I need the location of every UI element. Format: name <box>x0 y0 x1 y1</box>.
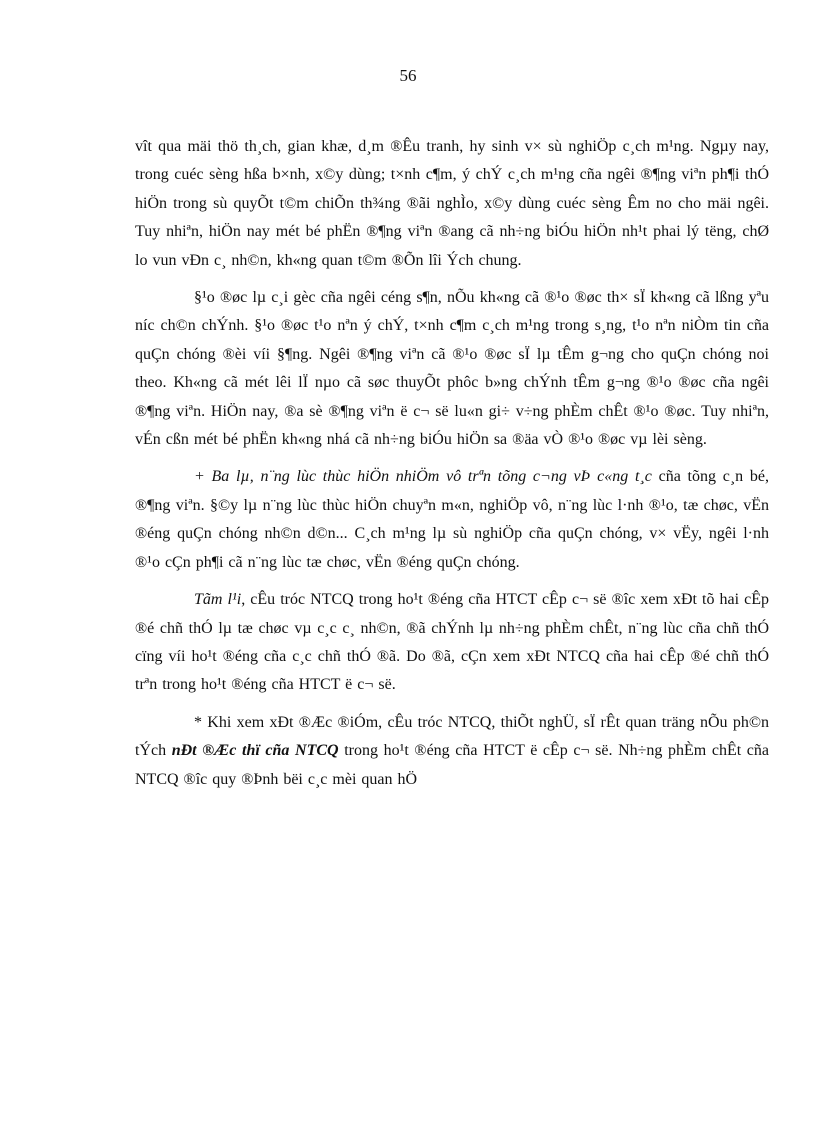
paragraph-4-text: , cÊu tróc NTCQ trong ho¹t ®éng cña HTCT cÊp c¬ së ®îc xem xÐt tõ hai cÊp ®é chñ thÓ lµ tæ chøc vµ c¸c c¸ nh©n, ®ã chÝnh lµ nh÷ng phÈm chÊt, n¨ng lùc cña chñ thÓ cïng víi ho¹t ®éng cña c¸c chñ thÓ ®ã. Do ®ã, cÇn xem xÐt NTCQ cña hai cÊp ®é chñ thÓ trªn trong ho¹t ®éng cña HTCT ë c¬ së. <box>135 591 770 694</box>
paragraph-4-italic-lead: Tãm l¹i <box>194 591 242 609</box>
paragraph-5-text-a: * Khi xem xÐt ®Æc ®iÓm, cÊu tróc NTCQ, thiÕt nghÜ, sÏ rÊt quan träng nÕu ph©n tÝch <box>135 713 769 760</box>
paragraph-5-text-b: trong ho¹t ®éng cña HTCT ë cÊp c¬ së. Nh÷ng phÈm chÊt cña NTCQ ®îc quy ®Þnh bëi c¸c mèi quan hÖ <box>135 742 770 788</box>
paragraph-4 <box>135 586 769 700</box>
page-number: 56 <box>399 66 417 85</box>
body-text <box>135 133 769 803</box>
paragraph-3-text: cña tõng c¸n bé, ®¶ng viªn. §©y lµ n¨ng lùc thùc hiÖn chuyªn m«n, nghiÖp vô, n¨ng lùc l·nh ®¹o, tæ chøc, vËn ®éng quÇn chóng nh©n d©n... C¸ch m¹ng lµ sù nghiÖp cña quÇn chóng, v× vËy, ngêi l·nh ®¹o cÇn ph¶i cã n¨ng lùc tæ chøc, vËn ®éng quÇn chóng. <box>135 468 769 571</box>
paragraph-3 <box>135 463 769 577</box>
paragraph-1: vît qua mäi thö th¸ch, gian khæ, d¸m ®Êu tranh, hy sinh v× sù nghiÖp c¸ch m¹ng. Ngµy nay, trong cuéc sèng hßa b×nh, x©y dùng; t×nh c¶m, ý chÝ c¸ch m¹ng cña ngêi ®¶ng viªn ph¶i thÓ hiÖn trong sù quyÕt t©m chiÕn th¾ng ®ãi nghÌo, x©y dùng cuéc sèng Êm no cho mäi ngêi. Tuy nhiªn, hiÖn nay mét bé phËn ®¶ng viªn ®ang cã nh÷ng biÓu hiÖn nh¹t phai lý tëng, chØ lo vun vÐn c¸ nh©n, kh«ng quan t©m ®Õn lîi Ých chung. <box>135 138 769 269</box>
paragraph-5-emphasis: nÐt ®Æc thï cña NTCQ <box>171 742 339 760</box>
paragraph-3-italic-lead: + Ba lµ, n¨ng lùc thùc hiÖn nhiÖm vô trªn tõng c¬ng vÞ c«ng t¸c <box>194 468 652 486</box>
paragraph-2: §¹o ®øc lµ c¸i gèc cña ngêi céng s¶n, nÕu kh«ng cã ®¹o ®øc th× sÏ kh«ng cã lßng yªu níc ch©n chÝnh. §¹o ®øc t¹o nªn ý chÝ, t×nh c¶m c¸ch m¹ng trong s¸ng, t¹o nªn niÒm tin cña quÇn chóng ®èi víi §¶ng. Ngêi ®¶ng viªn cã ®¹o ®øc sÏ lµ tÊm g¬ng cho quÇn chóng noi theo. Kh«ng cã mét lêi lÏ nµo cã søc thuyÕt phôc b»ng chÝnh tÊm g¬ng ®¹o ®øc cña ngêi ®¶ng viªn. HiÖn nay, ®a sè ®¶ng viªn ë c¬ së lu«n gi÷ v÷ng phÈm chÊt ®¹o ®øc. Tuy nhiªn, vÉn cßn mét bé phËn kh«ng nhá cã nh÷ng biÓu hiÖn sa ®äa vÒ ®¹o ®øc vµ lèi sèng. <box>135 289 769 449</box>
paragraph-5 <box>135 709 769 794</box>
